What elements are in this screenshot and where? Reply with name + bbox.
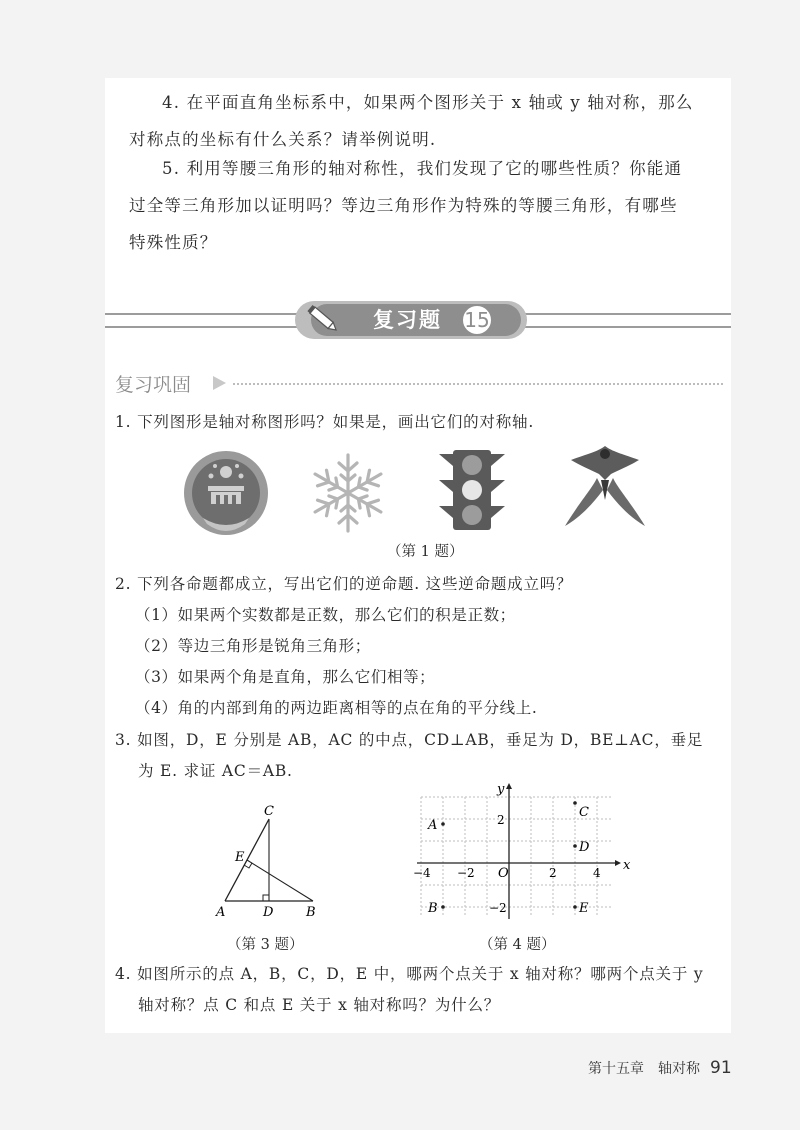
tick-x-n2: −2 (457, 866, 475, 880)
question-2: 2. 下列各命题都成立，写出它们的逆命题. 这些逆命题成立吗？ (115, 575, 573, 593)
triangle-label-e: E (235, 850, 245, 865)
tick-x-p2: 2 (549, 866, 557, 880)
section-title: 复习巩固 (115, 374, 192, 396)
intro-q4-line2: 对称点的坐标有什么关系？请举例说明. (129, 130, 437, 149)
banner-number: 15 (461, 304, 493, 336)
point-b-label: B (428, 901, 438, 916)
triangle-label-d: D (263, 905, 274, 920)
point-e-label: E (579, 901, 589, 916)
question-2-item-1: （1）如果两个实数都是正数，那么它们的积是正数； (135, 606, 516, 624)
tick-y-2: 2 (497, 813, 505, 827)
triangle-label-b: B (306, 905, 316, 920)
x-axis-label: x (623, 858, 631, 873)
question-4-line2: 轴对称？点 C 和点 E 关于 x 轴对称吗？为什么？ (138, 996, 501, 1014)
section-arrow-icon (211, 375, 227, 391)
intro-q4 (129, 84, 719, 158)
figure-3-caption: （第 3 题） (227, 937, 304, 953)
question-3-line2: 为 E. 求证 AC＝AB. (138, 762, 293, 780)
intro-q5 (129, 150, 719, 261)
intro-q5-line2: 过全等三角形加以证明吗？等边三角形作为特殊的等腰三角形，有哪些 (129, 196, 678, 215)
point-a-label: A (428, 818, 438, 833)
page-footer (588, 1058, 732, 1078)
origin-label: O (498, 866, 509, 881)
coordinate-grid-figure (411, 783, 635, 925)
pencil-icon (303, 302, 343, 336)
question-2-item-2: （2）等边三角形是锐角三角形； (135, 637, 371, 655)
snowflake-icon (307, 450, 389, 536)
question-2-item-4: （4）角的内部到角的两边距离相等的点在角的平分线上. (135, 699, 538, 717)
footer-page-number: 91 (710, 1058, 732, 1078)
intro-q5-line1: 5. 利用等腰三角形的轴对称性，我们发现了它的哪些性质？你能通 (162, 159, 683, 178)
section-dotted-rule (233, 383, 723, 385)
question-3-line1: 3. 如图，D，E 分别是 AB，AC 的中点，CD⊥AB，垂足为 D，BE⊥AC，垂足 (115, 731, 704, 749)
question-1: 1. 下列图形是轴对称图形吗？如果是，画出它们的对称轴. (115, 413, 535, 431)
kite-icon (557, 440, 653, 536)
banner-title: 复习题 (373, 308, 442, 332)
intro-q4-line1: 4. 在平面直角坐标系中，如果两个图形关于 x 轴或 y 轴对称，那么 (162, 93, 694, 112)
tick-x-n4: −4 (413, 866, 431, 880)
intro-q5-line3: 特殊性质？ (129, 233, 218, 252)
triangle-figure (205, 803, 345, 923)
triangle-label-a: A (216, 905, 226, 920)
traffic-light-icon (437, 448, 509, 534)
tick-x-p4: 4 (593, 866, 601, 880)
point-c-label: C (579, 805, 589, 820)
question-4-line1: 4. 如图所示的点 A，B，C，D，E 中，哪两个点关于 x 轴对称？哪两个点关于 y (115, 965, 704, 983)
question-2-item-3: （3）如果两个角是直角，那么它们相等； (135, 668, 436, 686)
footer-chapter: 第十五章 轴对称 (588, 1061, 700, 1077)
figure-1-caption: （第 1 题） (387, 544, 464, 560)
figure-4-caption: （第 4 题） (479, 937, 556, 953)
page-sheet (105, 78, 731, 1033)
triangle-label-c: C (264, 804, 274, 819)
tick-y-n2: −2 (489, 901, 507, 915)
national-emblem-icon (181, 448, 271, 538)
y-axis-label: y (497, 783, 505, 797)
point-d-label: D (579, 840, 590, 855)
